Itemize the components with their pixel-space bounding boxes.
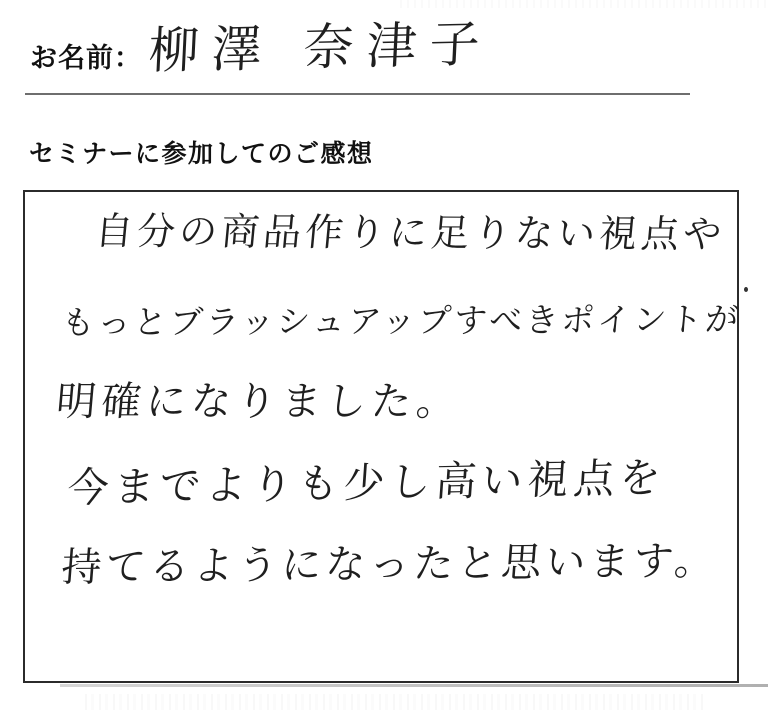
- name-underline: [25, 93, 690, 95]
- feedback-line: 持てるようになったと思います。: [59, 538, 721, 592]
- feedback-section-heading: セミナーに参加してのご感想: [29, 139, 374, 168]
- scan-noise-bottom: [85, 694, 705, 710]
- feedback-line: 明確になりました。: [54, 379, 464, 425]
- feedback-line: もっとブラッシュアップすべきポイントが: [60, 299, 743, 343]
- feedback-box: [23, 190, 743, 683]
- scan-shadow-line: [60, 684, 768, 687]
- stray-ink-dot: [744, 287, 748, 292]
- name-label: お名前：: [30, 43, 142, 74]
- scan-noise-top: [400, 0, 768, 8]
- feedback-line: 自分の商品作りに足りない視点や: [93, 209, 728, 257]
- name-handwritten-value: 柳澤 奈津子: [147, 14, 495, 81]
- feedback-line: 今までよりも少し高い視点を: [65, 453, 668, 513]
